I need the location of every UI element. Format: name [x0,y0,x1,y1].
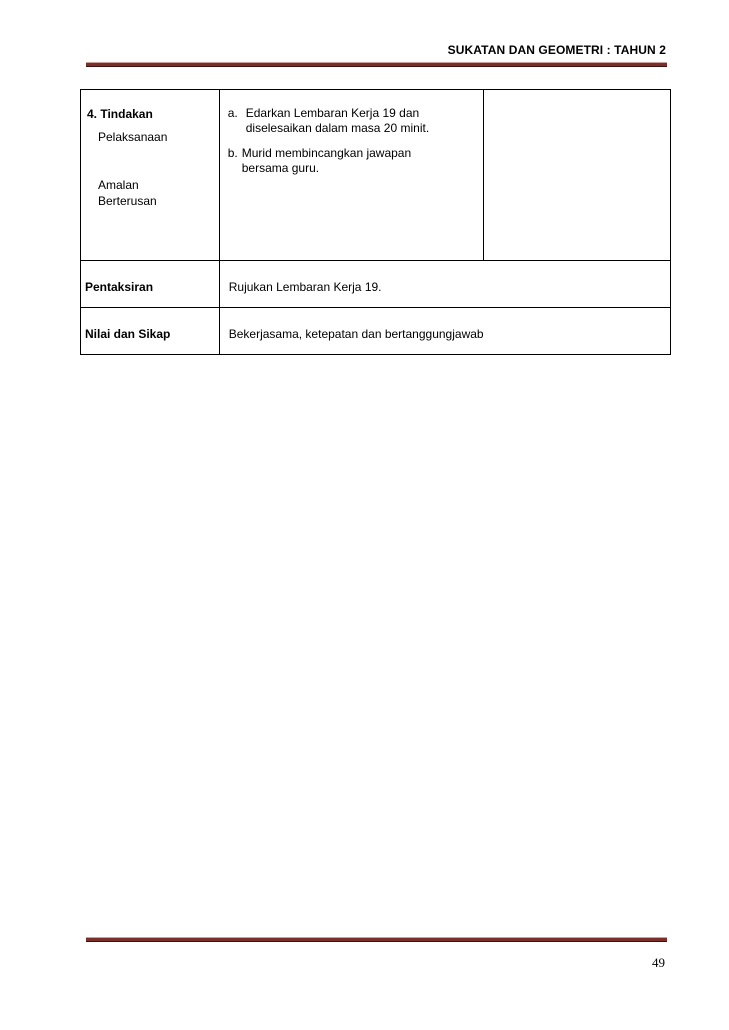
list-item-b [220,136,483,176]
item-b-marker: b. [227,146,238,160]
list-item-a [220,90,483,136]
pelaksanaan-label: Pelaksanaan [98,130,168,144]
nilai-content-cell [219,308,670,355]
pentaksiran-content-cell [219,261,670,308]
tindakan-blank-cell [483,90,670,261]
footer-divider [86,937,667,942]
tindakan-label: 4. Tindakan [87,107,153,121]
lesson-table [80,89,671,355]
item-b-line2: bersama guru. [241,161,320,175]
berterusan-line: Berterusan [98,194,157,208]
tindakan-label-cell [81,90,220,261]
item-a-line2: diselesaikan dalam masa 20 minit. [245,121,430,135]
item-a-marker: a. [227,106,238,120]
amalan-line: Amalan [98,178,139,192]
table-row-pentaksiran [81,261,671,308]
nilai-label: Nilai dan Sikap [85,327,171,341]
table-row-nilai [81,308,671,355]
pentaksiran-content: Rujukan Lembaran Kerja 19. [228,280,382,294]
item-b-line1: Murid membincangkan jawapan [241,146,412,160]
page-number: 49 [652,955,665,970]
nilai-content: Bekerjasama, ketepatan dan bertanggungjawab [228,327,484,341]
item-a-line1: Edarkan Lembaran Kerja 19 dan [245,106,420,120]
header-divider [86,62,667,67]
page-header-title: SUKATAN DAN GEOMETRI : TAHUN 2 [447,43,666,57]
tindakan-content-cell [219,90,483,261]
table-row-tindakan [81,90,671,261]
nilai-label-cell [81,308,220,355]
pentaksiran-label-cell [81,261,220,308]
amalan-berterusan-label [81,144,219,209]
pentaksiran-label: Pentaksiran [85,280,154,294]
